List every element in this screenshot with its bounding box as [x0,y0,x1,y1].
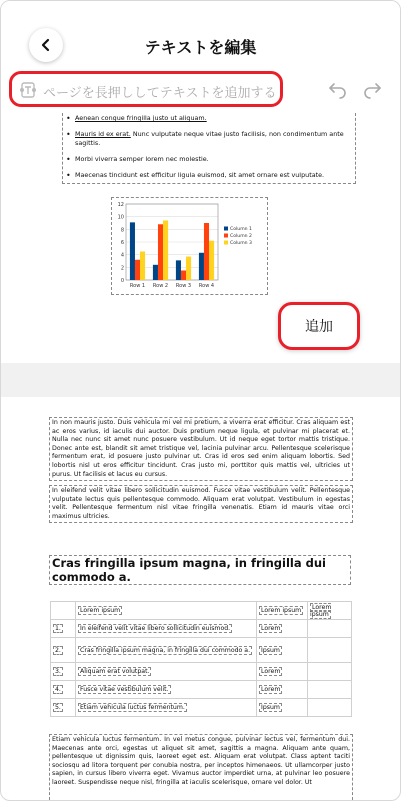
table-cell-text[interactable]: 3. [55,668,61,675]
table-cell [308,620,352,638]
table-row [51,663,352,681]
table-cell-text[interactable]: Lorem [261,625,281,632]
redo-icon[interactable] [362,79,382,99]
page-title: テキストを編集 [144,38,257,57]
legend-label: Column 2 [230,234,252,239]
add-button[interactable]: 追加 [278,302,360,350]
table-cell-text[interactable]: Cras fringilla ipsum magna, in fringilla dui commodo a. [80,646,251,654]
table-cell [257,602,308,620]
table-cell [308,663,352,681]
y-tick-label: 6 [120,240,124,246]
header [1,1,400,65]
undo-icon[interactable] [328,79,348,99]
table-cell-text[interactable]: Ipsum [261,704,280,711]
table-header-row [51,602,352,620]
y-tick-label: 12 [117,202,124,208]
table-cell [257,620,308,638]
table-cell [257,638,308,663]
table-cell [308,602,352,620]
table-cell-text[interactable]: 2. [55,646,61,654]
table-cell-text[interactable]: Etiam vehicula luctus fermentum. [80,704,185,711]
bar [181,271,186,281]
legend-label: Column 1 [230,227,252,232]
add-text-placeholder: ページを長押ししてテキストを追加する [43,86,277,101]
add-text-input[interactable] [9,71,283,107]
bar [209,241,214,280]
x-tick-label: Row 1 [129,283,146,289]
y-tick-label: 0 [120,278,124,284]
x-tick-label: Row 2 [152,283,169,289]
table-cell [257,699,308,717]
page-separator [1,363,400,397]
table-cell-text[interactable]: Fusce vitae vestibulum velit. [80,686,169,693]
table-cell-text[interactable]: 5. [55,704,61,711]
table-cell [308,699,352,717]
table-cell-text[interactable]: 1. [55,625,61,632]
table-cell [51,663,76,681]
table-cell [257,681,308,699]
list-item: • Mauris id ex erat. Nunc vulputate neque vitae justo facilisis, non condimentum ante sagittis. [63,130,353,148]
table-cell [76,699,257,717]
y-tick-label: 8 [120,227,124,234]
bar [130,222,135,280]
table-cell [51,681,76,699]
legend-swatch [224,234,228,238]
paragraph-textbox-3[interactable]: Etiam vehicula luctus fermentum. In vel metus congue, pulvinar lectus vel, fermentum dui. Maecenas ante orci, egestas ut aliquet sit amet, sagittis a magna. Aliquam ante quam, pellentesque ut dignissim quis, laoreet eget est. Aliquam erat volutpat. Class aptent taciti sociosqu ad litora torquent per conubia nostra, per inceptos himenaeos. Ut ullamcorper justo sapien, in cursus libero viverra eget. Vivamus auctor imperdiet urna, at pulvinar leo posuere laoreet. Suspendisse neque nisl, fringilla at iaculis scelerisque, ornare vel dolor. Ut [49,734,353,800]
bar [186,257,191,280]
table-cell-text[interactable]: Lorem ipsum [310,603,332,618]
heading-textbox[interactable]: Cras fringilla ipsum magna, in fringilla dui commodo a. [49,555,351,585]
bar [199,253,204,280]
y-tick-label: 4 [120,252,124,259]
table-cell [51,638,76,663]
table-cell-text[interactable]: Lorem [261,686,281,693]
table-row [51,681,352,699]
bar [204,223,209,280]
bullet-list-textbox[interactable] [62,113,356,184]
data-table [50,601,352,717]
table-cell [308,681,352,699]
table-cell-text[interactable]: Ipsum [261,646,280,654]
x-tick-label: Row 4 [198,283,215,289]
table-cell-text[interactable]: Aliquam erat volutpat. [80,668,150,675]
table-cell [76,663,257,681]
list-item: • Maecenas tincidunt est efficitur ligula euismod, sit amet ornare est vulputate. [63,171,353,180]
table-cell [76,638,257,663]
table-cell [257,663,308,681]
table-cell [76,602,257,620]
table-cell-text[interactable]: 4. [55,686,61,693]
legend-swatch [224,241,228,245]
table-row [51,638,352,663]
legend-label: Column 3 [230,241,252,246]
list-item: • Aenean congue fringilla justo ut aliquam. [63,114,353,123]
legend-swatch [224,227,228,231]
paragraph-textbox-2[interactable]: In eleifend velit vitae libero sollicitudin euismod. Fusce vitae vestibulum velit. Pellentesque vulputate lectus quis pellentesque commodo. Aliquam erat volutpat. Vestibulum in egestas velit. Pellentesque fermentum nisl vitae fringilla venenatis. Etiam id mauris vitae orci maximus ultricies. [49,485,353,523]
table-cell [76,620,257,638]
table-row [51,620,352,638]
bar [158,224,163,280]
table-cell-text[interactable]: Lorem ipsum [261,607,302,614]
bar-chart [112,198,267,294]
y-tick-label: 10 [117,214,124,221]
table-row [51,699,352,717]
bar [140,252,145,281]
table-cell [51,699,76,717]
x-tick-label: Row 3 [175,283,192,289]
bar [153,265,158,280]
document-page-2 [41,397,361,800]
table-cell-text[interactable]: Lorem [261,668,281,675]
table-cell [308,638,352,663]
table-cell [51,602,76,620]
bar [135,260,140,280]
paragraph-textbox-1[interactable]: In non mauris justo. Duis vehicula mi vel mi pretium, a viverra erat efficitur. Cras aliquam est ac eros varius, id iaculis dui auctor. Duis pretium neque ligula, et pulvinar mi placerat et. Nulla nec nunc sit amet nunc posuere vestibulum. Ut id neque eget tortor mattis tristique. Donec ante est, blandit sit amet tristique vel, lacinia pulvinar arcu. Pellentesque scelerisque fermentum erat, id posuere justo pulvinar ut. Cras id eros sed enim aliquam lobortis. Sed lobortis nisl ut eros efficitur tincidunt. Cras justo mi, porttitor quis mattis vel, ultricies ut purus. Ut facilisis et lacus eu cursus. [49,417,353,481]
table-cell-text[interactable]: Lorem ipsum [80,607,121,614]
bar [163,220,168,280]
list-item: • Morbi viverra semper lorem nec molestie. [63,155,353,164]
text-box-icon [18,81,38,99]
table-cell-text[interactable]: In eleifend velit vitae libero sollicitudin euismod. [80,625,231,632]
table-cell [76,681,257,699]
table-cell [51,620,76,638]
bar [176,260,181,280]
y-tick-label: 2 [120,265,124,272]
bar-chart-box[interactable] [111,197,268,295]
